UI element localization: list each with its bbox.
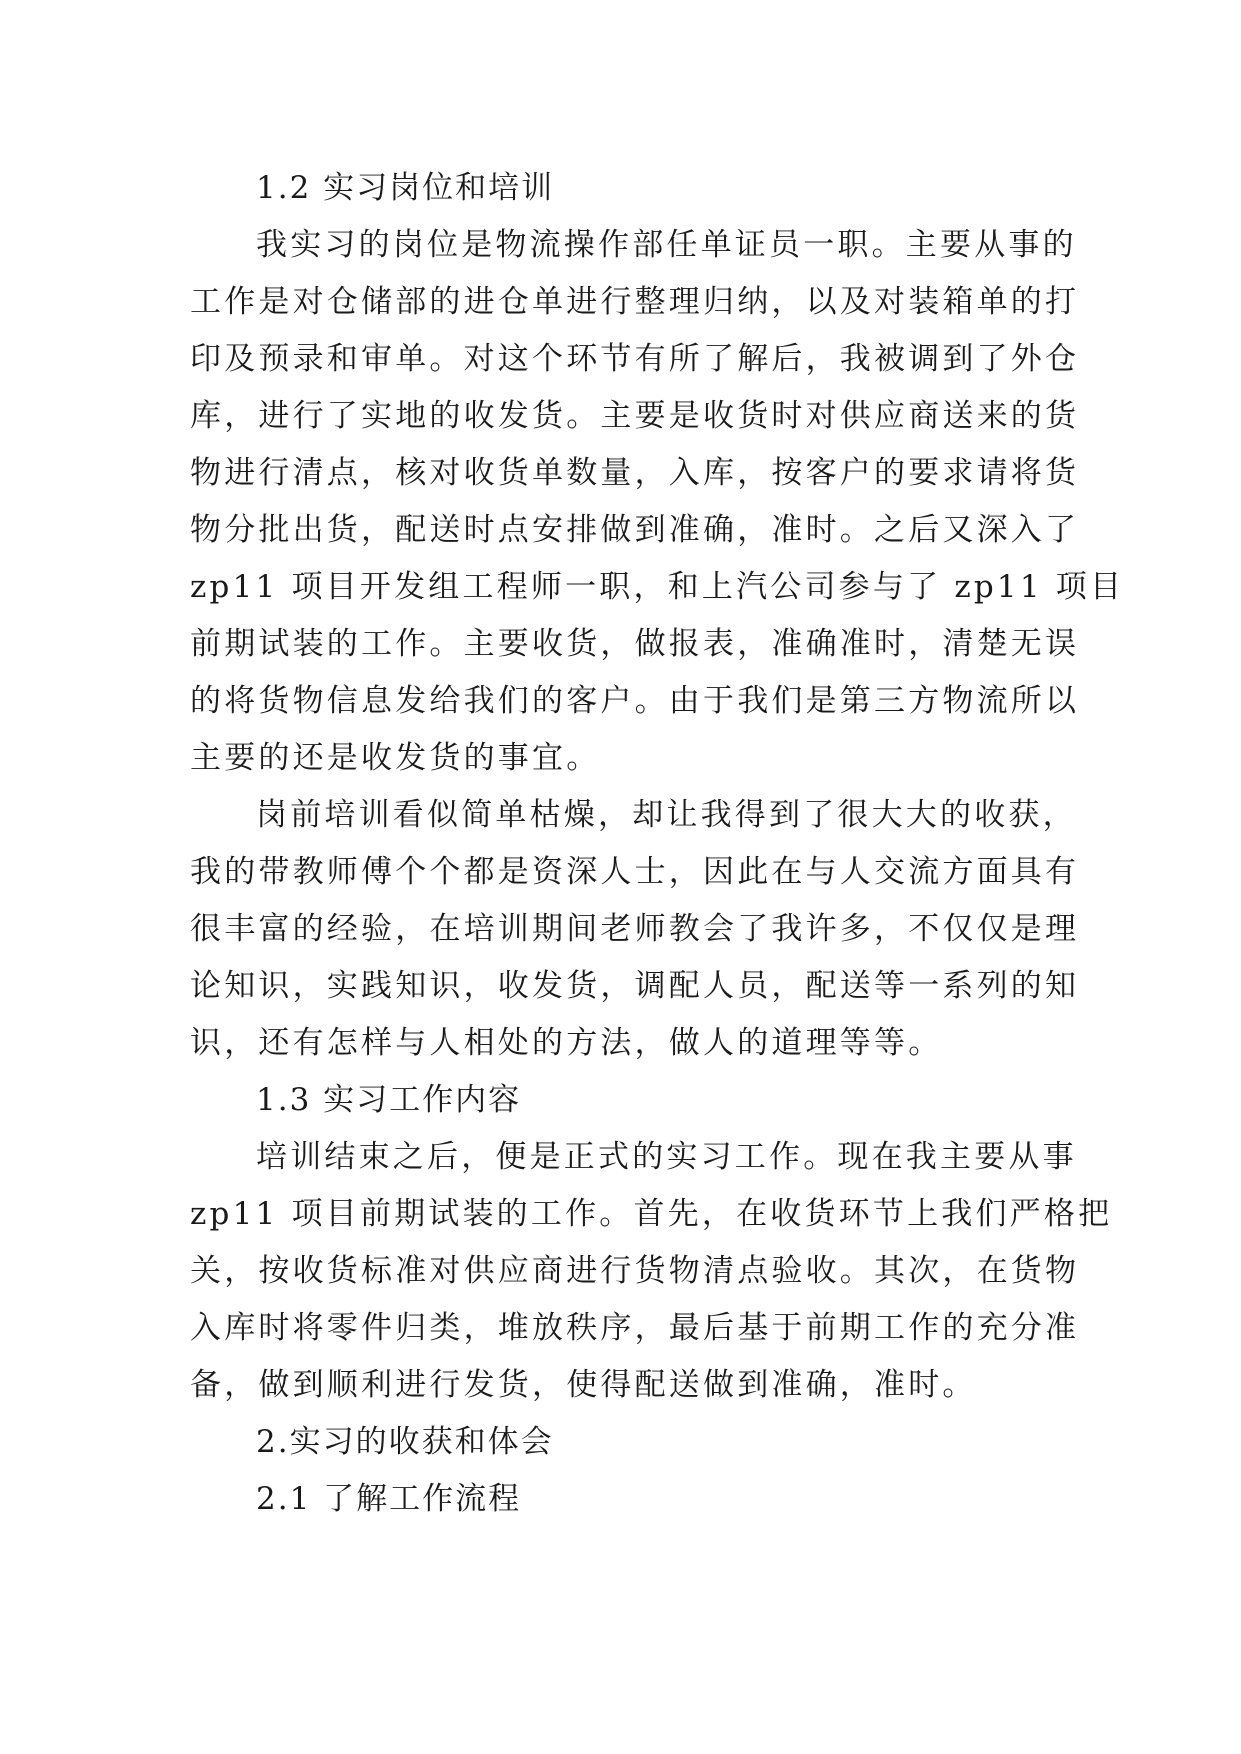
paragraph-line: zp11 项目前期试装的工作。首先，在收货环节上我们严格把: [190, 1196, 1113, 1232]
paragraph-line: 前期试装的工作。主要收货，做报表，准确准时，清楚无误: [190, 626, 1080, 662]
paragraph-line: 培训结束之后，便是正式的实习工作。现在我主要从事: [256, 1139, 1077, 1175]
paragraph-line: 库，进行了实地的收发货。主要是收货时对供应商送来的货: [190, 398, 1080, 434]
section-heading-1-3: 1.3 实习工作内容: [256, 1082, 522, 1118]
paragraph-line: 工作是对仓储部的进仓单进行整理归纳，以及对装箱单的打: [190, 284, 1080, 320]
paragraph-line: 论知识，实践知识，收发货，调配人员，配送等一系列的知: [190, 968, 1080, 1004]
paragraph-line: 我的带教师傅个个都是资深人士，因此在与人交流方面具有: [190, 854, 1080, 890]
paragraph-line: zp11 项目开发组工程师一职，和上汽公司参与了 zp11 项目: [190, 569, 1125, 605]
paragraph-line: 备，做到顺利进行发货，使得配送做到准确，准时。: [190, 1367, 977, 1403]
paragraph-line: 物进行清点，核对收货单数量，入库，按客户的要求请将货: [190, 455, 1080, 491]
paragraph-line: 主要的还是收发货的事宜。: [190, 740, 601, 776]
section-heading-2-1: 2.1 了解工作流程: [256, 1481, 522, 1517]
paragraph-line: 的将货物信息发给我们的客户。由于我们是第三方物流所以: [190, 683, 1080, 719]
section-heading-2: 2.实习的收获和体会: [256, 1424, 554, 1460]
paragraph-line: 岗前培训看似简单枯燥，却让我得到了很大大的收获，: [256, 797, 1077, 833]
paragraph-line: 入库时将零件归类，堆放秩序，最后基于前期工作的充分准: [190, 1310, 1080, 1346]
paragraph-line: 我实习的岗位是物流操作部任单证员一职。主要从事的: [256, 227, 1077, 263]
paragraph-line: 识，还有怎样与人相处的方法，做人的道理等等。: [190, 1025, 943, 1061]
paragraph-line: 关，按收货标准对供应商进行货物清点验收。其次，在货物: [190, 1253, 1080, 1289]
paragraph-line: 物分批出货，配送时点安排做到准确，准时。之后又深入了: [190, 512, 1080, 548]
paragraph-line: 很丰富的经验，在培训期间老师教会了我许多，不仅仅是理: [190, 911, 1080, 947]
document-page: [190, 160, 1125, 1528]
paragraph-line: 印及预录和审单。对这个环节有所了解后，我被调到了外仓: [190, 341, 1080, 377]
section-heading-1-2: 1.2 实习岗位和培训: [256, 170, 555, 206]
